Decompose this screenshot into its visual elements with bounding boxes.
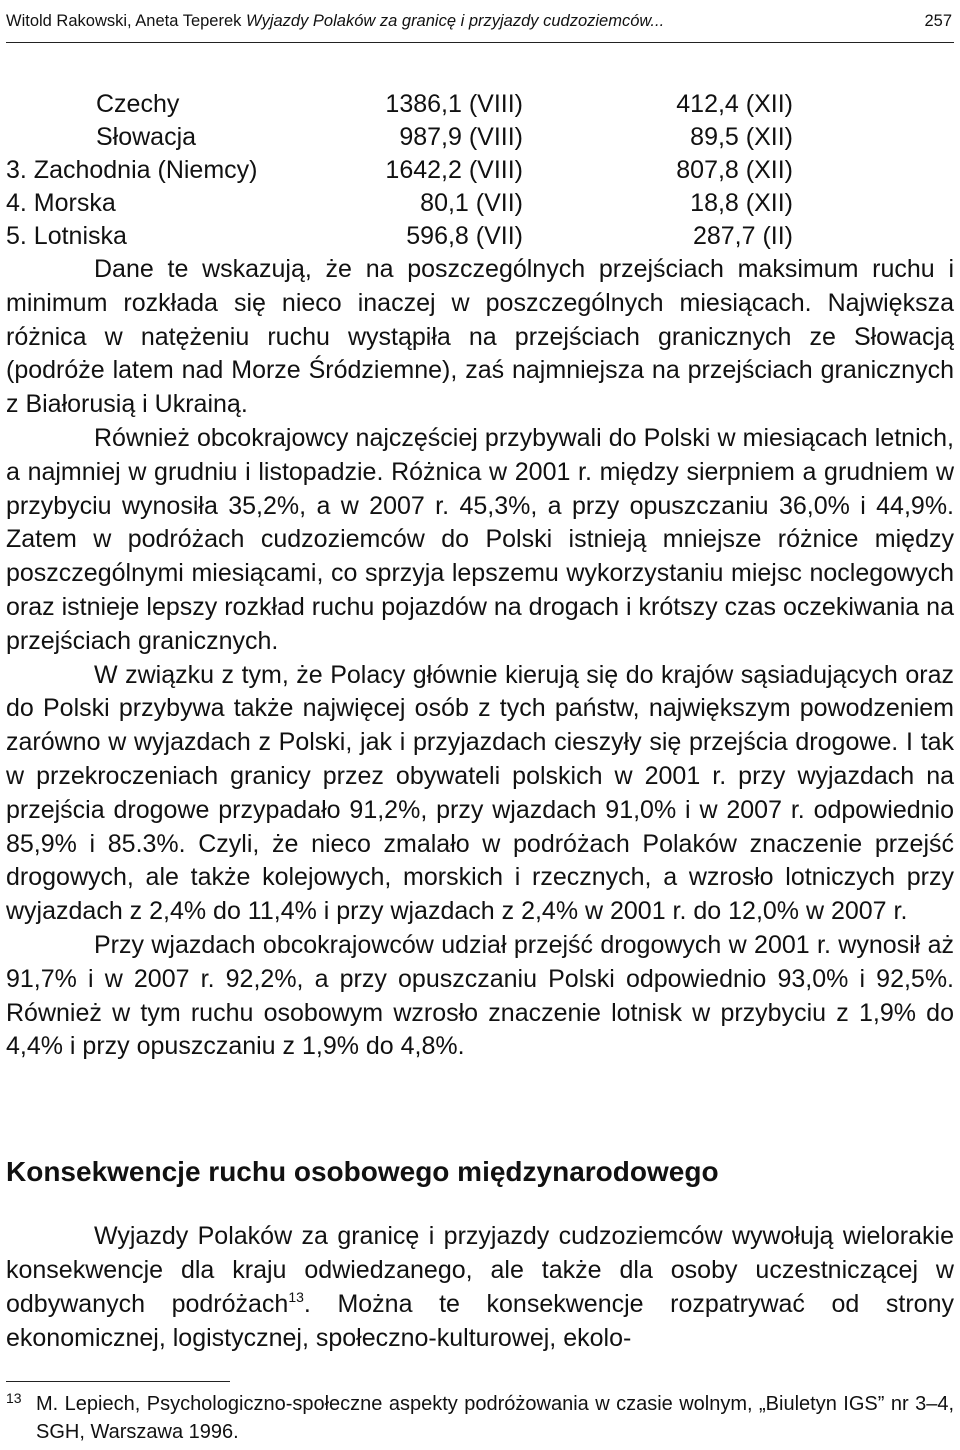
- paragraph-text: Wyjazdy Polaków za granicę i przyjazdy cudzoziemców wywołują wielorakie konsekwencje dla kraju odwiedzanego, ale także dla osoby uczestniczącej w odbywanych podróżach: [6, 1222, 954, 1318]
- crossing-name: 4. Morska: [6, 189, 116, 217]
- table-row: [0, 187, 960, 220]
- running-header: [6, 0, 954, 43]
- min-value: 287,7 (II): [692, 222, 793, 250]
- footnote-text: M. Lepiech, Psychologiczno-społeczne aspekty podróżowania w czasie wolnym, „Biuletyn IGS” nr 3–4, SGH, Warszawa 1996.: [36, 1393, 954, 1443]
- paragraph-tail: . Można te konsekwencje rozpatrywać od strony ekonomicznej, logistycznej, społeczno-kulturowej, ekolo-: [6, 1290, 954, 1352]
- max-value: 596,8 (VII): [406, 222, 523, 250]
- footnote-divider: [6, 1381, 230, 1382]
- table-row: [0, 154, 960, 187]
- footnote: [6, 1390, 954, 1446]
- table-row: [0, 220, 960, 253]
- max-value: 1386,1 (VIII): [385, 90, 523, 118]
- paragraph: W związku z tym, że Polacy głównie kierują się do krajów sąsiadujących oraz do Polski przybywa także najwięcej osób z tych państw, największym powodzeniem zarówno w wyjazdach z Polski, jak i przyjazdach cieszyły się przejścia drogowe. I tak w przekroczeniach granicy przez obywateli polskich w 2001 r. przy wyjazdach na przejścia drogowe przypadało 91,2%, przy wjazdach 91,0% i w 2007 r. odpowiednio 85,9% i 85.3%. Czyli, że nieco zmalało w podróżach Polaków znaczenie przejść drogowych, ale także kolejowych, morskich i rzecznych, a wzrosło lotniczych przy wyjazdach z 2,4% do 11,4% i przy wjazdach z 2,4% w 2001 r. do 12,0% w 2007 r.: [6, 660, 954, 926]
- crossing-name: 3. Zachodnia (Niemcy): [6, 156, 258, 184]
- crossing-name: Czechy: [96, 90, 180, 118]
- crossing-name: Słowacja: [96, 123, 197, 151]
- section-body: [6, 1219, 954, 1355]
- body-text: [6, 253, 954, 1064]
- header-citation: [6, 12, 664, 31]
- footnote-ref[interactable]: 13: [288, 1289, 304, 1305]
- paragraph: Przy wjazdach obcokrajowców udział przejść drogowych w 2001 r. wynosił aż 91,7% i w 2007 r. 92,2%, a przy opuszczaniu Polski odpowiednio 93,0% i 92,5%. Również w tym ruchu osobowym wzrosło znaczenie lotnisk w przybyciu z 1,9% do 4,4% i przy opuszczaniu z 1,9% do 4,8%.: [6, 930, 954, 1061]
- table-row: [0, 121, 960, 154]
- header-authors: Witold Rakowski, Aneta Teperek: [6, 11, 242, 30]
- paragraph: Również obcokrajowcy najczęściej przybywali do Polski w miesiącach letnich, a najmniej w grudniu i listopadzie. Różnica w 2001 r. między sierpniem a grudniem w przybyciu wynosiła 35,2%, a w 2007 r. 45,3%, a przy opuszczaniu 36,0% i 44,9%. Zatem w podróżach cudzoziemców do Polski istnieją mniejsze różnice między poszczególnymi miesiącami, co sprzyja lepszemu wykorzystaniu miejsc noclegowych oraz istnieje lepszy rozkład ruchu pojazdów na drogach i krótszy czas oczekiwania na przejściach granicznych.: [6, 423, 954, 655]
- footnote-number: 13: [6, 1390, 22, 1406]
- max-value: 80,1 (VII): [420, 189, 523, 217]
- section-heading: Konsekwencje ruchu osobowego międzynarodowego: [6, 1156, 719, 1187]
- crossing-name: 5. Lotniska: [6, 222, 127, 250]
- table-row: [0, 88, 960, 121]
- max-value: 987,9 (VIII): [399, 123, 523, 151]
- min-value: 412,4 (XII): [676, 90, 793, 118]
- paragraph: Dane te wskazują, że na poszczególnych przejściach maksimum ruchu i minimum rozkłada się nieco inaczej w poszczególnych miesiącach. Największa różnica w natężeniu ruchu wystąpiła na przejściach granicznych ze Słowacją (podróże latem nad Morze Śródziemne), zaś najmniejsza na przejściach granicznych z Białorusią i Ukrainą.: [6, 255, 954, 419]
- min-value: 807,8 (XII): [676, 156, 793, 184]
- min-value: 18,8 (XII): [690, 189, 793, 217]
- max-value: 1642,2 (VIII): [385, 156, 523, 184]
- min-value: 89,5 (XII): [690, 123, 793, 151]
- border-crossings-table: [0, 88, 960, 253]
- page-number: 257: [924, 11, 952, 30]
- paragraph: [6, 1219, 954, 1355]
- header-title: Wyjazdy Polaków za granicę i przyjazdy cudzoziemców...: [246, 11, 665, 30]
